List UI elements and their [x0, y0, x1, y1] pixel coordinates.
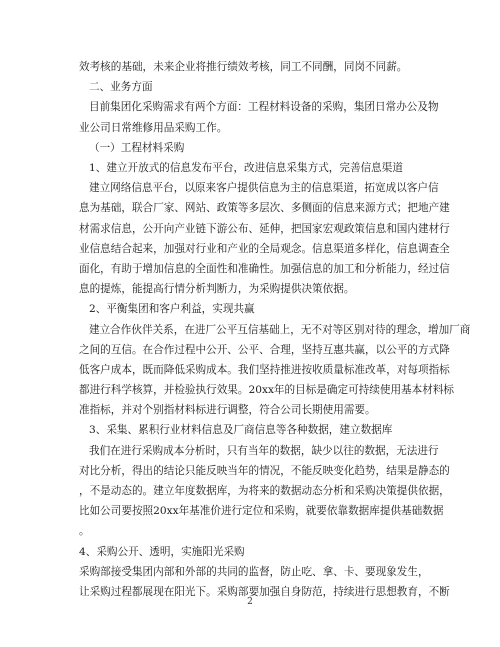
subsection-heading: （一）工程材料采购	[89, 142, 185, 154]
paragraph-line: 准指标，并对个别指材料标进行调整，符合公司长期使用需要。	[79, 404, 376, 416]
paragraph-line: 目前集团化采购需求有两个方面：工程材料设备的采购，集团日常办公及物	[89, 101, 439, 113]
paragraph-line: 。	[79, 525, 90, 537]
paragraph-line: 建立网络信息平台，以原来客户提供信息为主的信息渠道，拓宽成以客户信	[89, 182, 439, 194]
paragraph-line: 让采购过程都展现在阳光下。采购部要加强自身防范，持续进行思想教育，不断	[79, 586, 450, 598]
item-heading: 1、建立开放式的信息发布平台，改进信息采集方式，完善信息渠道	[89, 162, 403, 174]
paragraph-line: 低客户成本，既而降低采购成本。我们坚持推进按收质量标准改革，对每项指标	[79, 364, 450, 376]
paragraph-line: 息为基础，联合厂家、网站、政策等多层次、多侧面的信息来源方式；把地产建	[79, 202, 450, 214]
item-heading: 3、采集、累积行业材料信息及厂商信息等各种数据，建立数据库	[89, 424, 393, 436]
paragraph-line: 建立合作伙伴关系，在进厂公平互信基础上，无不对等区别对待的理念，增加厂商	[89, 324, 471, 336]
item-heading: 4、采购公开、透明，实施阳光采购	[79, 546, 245, 558]
paragraph-line: 业公司日常维修用品采购工作。	[79, 122, 228, 134]
paragraph-line: 我们在进行采购成本分析时，只有当年的数据，缺少以往的数据，无法进行	[89, 445, 439, 457]
paragraph-line: 材需求信息，公开向产业链下游公布、延伸，把国家宏观政策信息和国内建材行	[79, 223, 450, 235]
paragraph-line: 之间的互信。在合作过程中公开、公平、合理，坚持互惠共赢，以公平的方式降	[79, 344, 450, 356]
paragraph-line: 采购部接受集团内部和外部的共同的监督，防止吃、拿、卡、要现象发生，	[79, 566, 429, 578]
page-number: 2	[247, 597, 253, 607]
paragraph-line: 面化，有助于增加信息的全面性和准确性。加强信息的加工和分析能力，经过信	[79, 263, 450, 275]
paragraph-line: 息的提炼，能提高行情分析判断力，为采购提供决策依据。	[79, 283, 355, 295]
paragraph-line: 对比分析，得出的结论只能反映当年的情况，不能反映变化趋势，结果是静态的	[79, 465, 450, 477]
paragraph-line: ，不是动态的。建立年度数据库，为将来的数据动态分析和采购决策提供依据，	[79, 485, 450, 497]
paragraph-line: 比如公司要按照20xx年基准价进行定位和采购，就要依靠数据库提供基础数据	[79, 505, 444, 517]
paragraph-line: 业信息结合起来，加强对行业和产业的全局观念。信息渠道多样化，信息调查全	[79, 243, 450, 255]
section-heading: 二、业务方面	[89, 81, 153, 93]
paragraph-line: 都进行科学核算，并检验执行效果。20xx年的目标是确定可持续使用基本材料标	[79, 384, 455, 396]
paragraph-line: 效考核的基础，未来企业将推行绩效考核，同工不同酬，同岗不同薪。	[79, 61, 408, 73]
item-heading: 2、平衡集团和客户利益，实现共赢	[89, 303, 255, 315]
